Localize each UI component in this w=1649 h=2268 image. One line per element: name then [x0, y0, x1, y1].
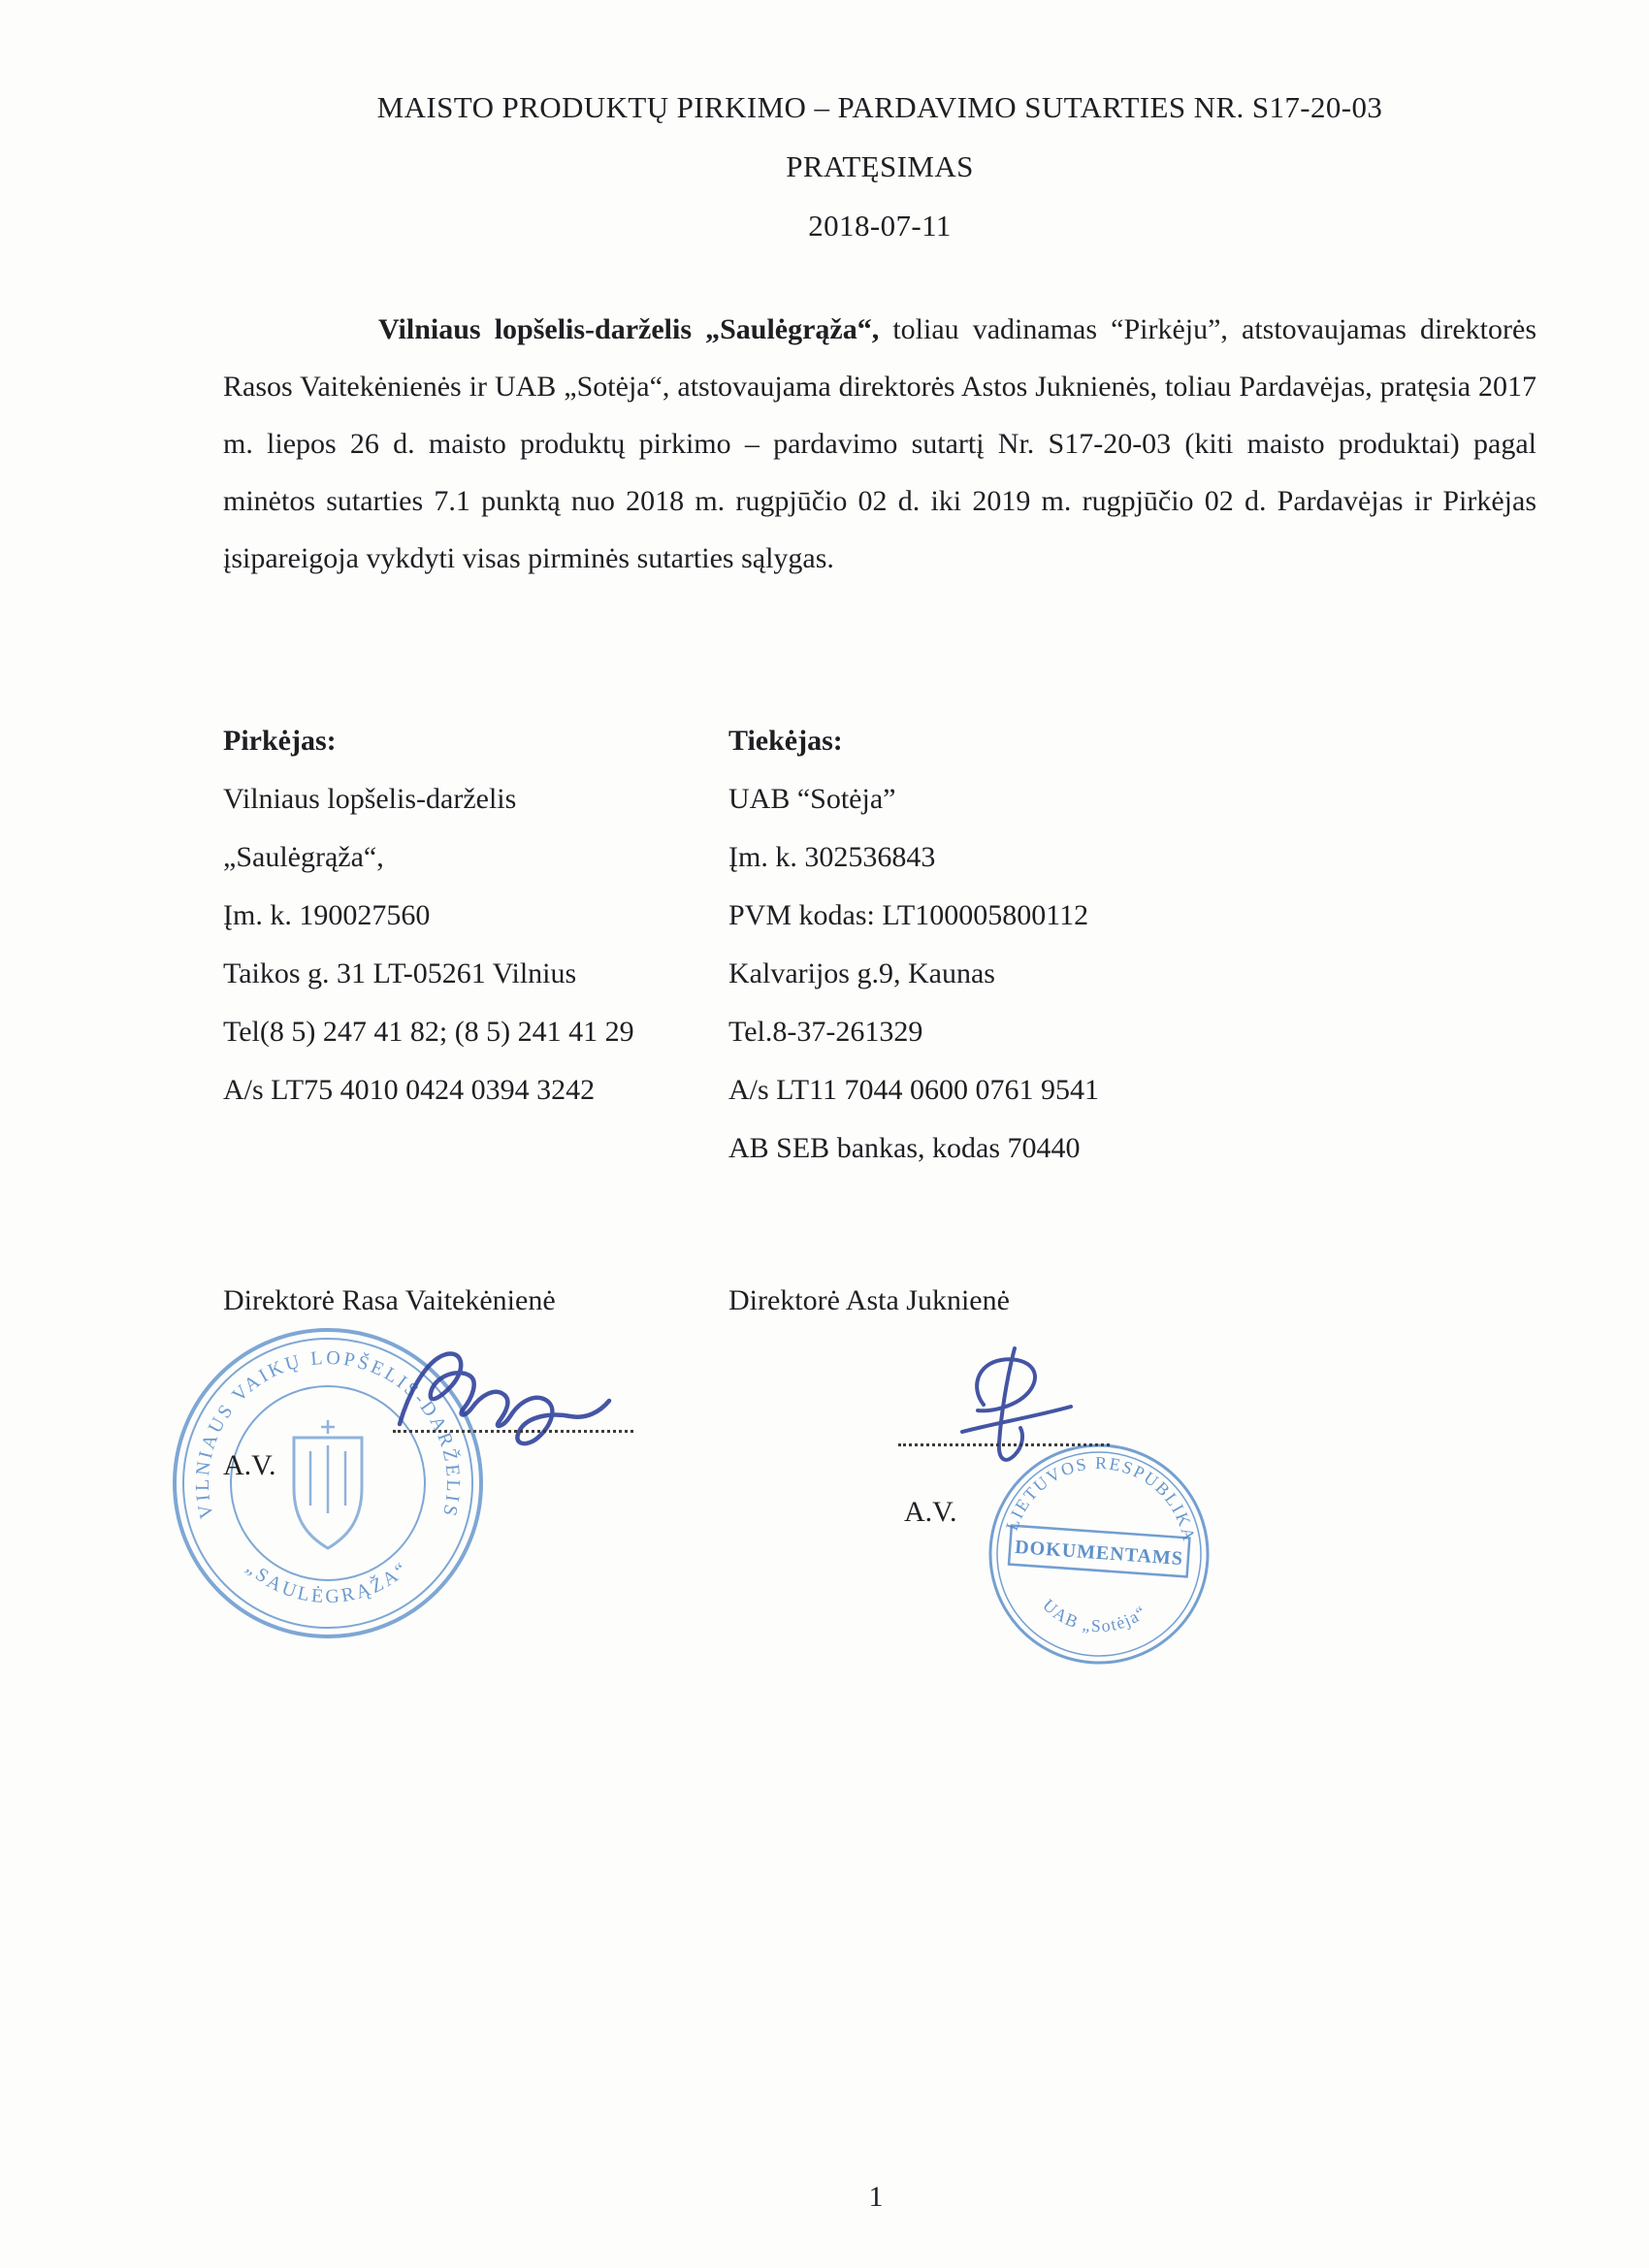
buyer-signatory: Direktorė Rasa Vaitekėnienė [223, 1284, 556, 1316]
buyer-line: Įm. k. 190027560 [223, 899, 431, 931]
supplier-details [728, 712, 1536, 1178]
signature-captions [223, 1279, 1536, 1322]
supplier-line: UAB “Sotėja” [728, 783, 896, 815]
stamp-top-text: LIETUVOS RESPUBLIKA [1001, 1452, 1200, 1544]
page-number: 1 [868, 2181, 884, 2213]
supplier-signatory: Direktorė Asta Juknienė [728, 1284, 1010, 1316]
supplier-line: Tel.8-37-261329 [728, 1016, 923, 1048]
contract-paragraph-body: toliau vadinamas “Pirkėju”, atstovaujamas direktorės Rasos Vaitekėnienės ir UAB „Sotėja“, atstovaujama direktorės Astos Juknienės, toliau Pardavėjas, pratęsia 2017 m. liepos 26 d. maisto produktų pirkimo – pardavimo sutartį Nr. S17-20-03 (kiti maisto produktai) pagal minėtos sutarties 7.1 punktą nuo 2018 m. rugpjūčio 02 d. iki 2019 m. rugpjūčio 02 d. Pardavėjas ir Pirkėjas įsipareigoja vykdyti visas pirminės sutarties sąlygas. [223, 313, 1536, 574]
buyer-details [223, 712, 728, 1178]
supplier-line: PVM kodas: LT100005800112 [728, 899, 1089, 931]
buyer-line: Vilniaus lopšelis-darželis [223, 783, 517, 815]
supplier-line: Kalvarijos g.9, Kaunas [728, 957, 995, 989]
contract-paragraph [223, 301, 1536, 587]
supplier-line: Įm. k. 302536843 [728, 841, 936, 873]
buyer-seal-label: A.V. [223, 1449, 276, 1481]
supplier-heading: Tiekėjas: [728, 725, 843, 757]
stamp-circular-text: VILNIAUS VAIKŲ LOPŠELIS-DARŽELIS [191, 1346, 465, 1521]
buyer-heading: Pirkėjas: [223, 725, 337, 757]
coat-of-arms-emblem [294, 1420, 362, 1548]
buyer-line: Tel(8 5) 247 41 82; (8 5) 241 41 29 [223, 1016, 634, 1048]
buyer-signature [386, 1345, 648, 1451]
supplier-line: A/s LT11 7044 0600 0761 9541 [728, 1074, 1099, 1106]
buyer-signature-line [393, 1430, 633, 1433]
contract-paragraph-lead: Vilniaus lopšelis-darželis „Saulėgrąža“, [378, 313, 880, 345]
document-date: 2018-07-11 [808, 209, 952, 243]
document-title: MAISTO PRODUKTŲ PIRKIMO – PARDAVIMO SUTARTIES NR. S17-20-03 [376, 90, 1383, 124]
stamp-center-text: DOKUMENTAMS [1014, 1536, 1184, 1571]
supplier-signature-line [898, 1443, 1110, 1446]
parties-section [223, 712, 1536, 1178]
buyer-line: „Saulėgrąža“, [223, 841, 384, 873]
supplier-line: AB SEB bankas, kodas 70440 [728, 1132, 1081, 1164]
supplier-seal-label: A.V. [904, 1496, 957, 1528]
title-block [223, 78, 1536, 255]
supplier-signature [929, 1331, 1104, 1476]
stamp-bottom-text: „SAULĖGRĄŽA“ [242, 1557, 414, 1608]
document-subtitle: PRATĘSIMAS [786, 149, 974, 183]
buyer-line: Taikos g. 31 LT-05261 Vilnius [223, 957, 577, 989]
stamp-bottom-text: UAB „Sotėja“ [1039, 1595, 1151, 1636]
buyer-line: A/s LT75 4010 0424 0394 3242 [223, 1074, 596, 1106]
